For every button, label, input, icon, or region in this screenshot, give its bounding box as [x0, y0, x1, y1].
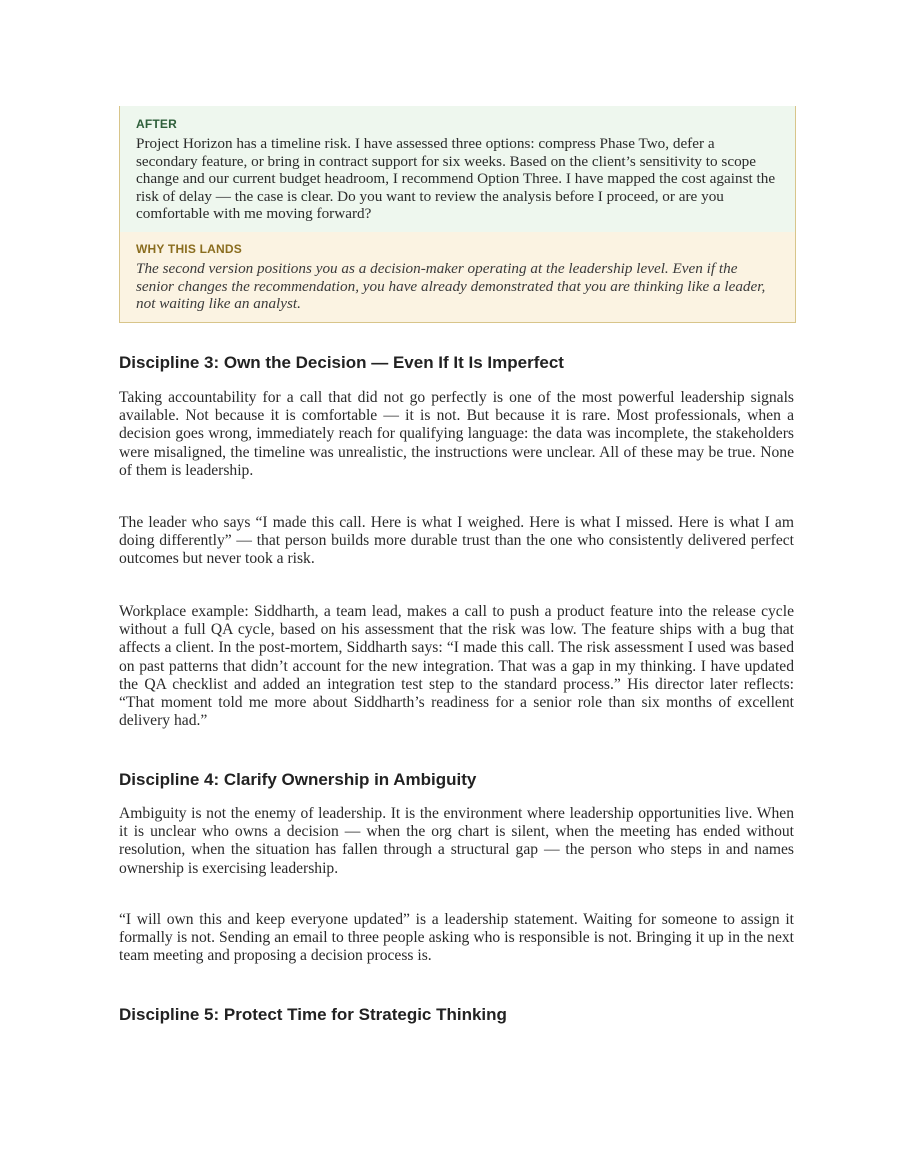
example-callout	[119, 106, 796, 323]
discipline-4-paragraph-1: Ambiguity is not the enemy of leadership. It is the environment where leadership opportunities live. When it is unclear who owns a decision — when the org chart is silent, when the meeting has ended without resolution, when the situation has fallen through a structural gap — the person who steps in and names ownership is exercising leadership.	[119, 805, 794, 877]
document-page	[119, 106, 796, 1024]
after-text: Project Horizon has a timeline risk. I have assessed three options: compress Phase Two, defer a secondary feature, or bring in contract support for six weeks. Based on the client’s sensitivity to scope change and our current budget headroom, I recommend Option Three. I have mapped the cost against the risk of delay — the case is clear. Do you want to review the analysis before I proceed, or are you comfortable with me moving forward?	[136, 135, 776, 223]
after-section	[120, 106, 795, 232]
discipline-4-paragraph-2: “I will own this and keep everyone updated” is a leadership statement. Waiting for someone to assign it formally is not. Sending an email to three people asking who is responsible is not. Bringing it up in the next team meeting and proposing a decision process is.	[119, 911, 794, 965]
discipline-3-paragraph-1: Taking accountability for a call that did not go perfectly is one of the most powerful leadership signals available. Not because it is comfortable — it is not. But because it is rare. Most professionals, when a decision goes wrong, immediately reach for qualifying language: the data was incomplete, the stakeholders were misaligned, the timeline was unrealistic, the instructions were unclear. All of these may be true. None of them is leadership.	[119, 389, 794, 479]
why-text: The second version positions you as a decision-maker operating at the leadership level. Even if the senior changes the recommendation, you have already demonstrated that you are thinking like a leader, not waiting like an analyst.	[136, 259, 766, 313]
after-label: AFTER	[136, 117, 177, 131]
why-label: WHY THIS LANDS	[136, 241, 242, 256]
discipline-4-heading: Discipline 4: Clarify Ownership in Ambiguity	[119, 770, 477, 789]
discipline-3-heading: Discipline 3: Own the Decision — Even If It Is Imperfect	[119, 353, 564, 372]
why-section	[120, 232, 795, 322]
discipline-3-paragraph-2: The leader who says “I made this call. Here is what I weighed. Here is what I missed. Here is what I am doing differently” — that person builds more durable trust than the one who consistently delivered perfect outcomes but never took a risk.	[119, 514, 794, 568]
discipline-5-heading: Discipline 5: Protect Time for Strategic Thinking	[119, 1005, 507, 1024]
discipline-3-paragraph-3: Workplace example: Siddharth, a team lead, makes a call to push a product feature into the release cycle without a full QA cycle, based on his assessment that the risk was low. The feature ships with a bug that affects a client. In the post-mortem, Siddharth says: “I made this call. The risk assessment I used was based on past patterns that didn’t account for the new integration. That was a gap in my thinking. I have updated the QA checklist and added an integration test step to the standard process.” His director later reflects: “That moment told me more about Siddharth’s readiness for a senior role than six months of excellent delivery had.”	[119, 603, 794, 730]
